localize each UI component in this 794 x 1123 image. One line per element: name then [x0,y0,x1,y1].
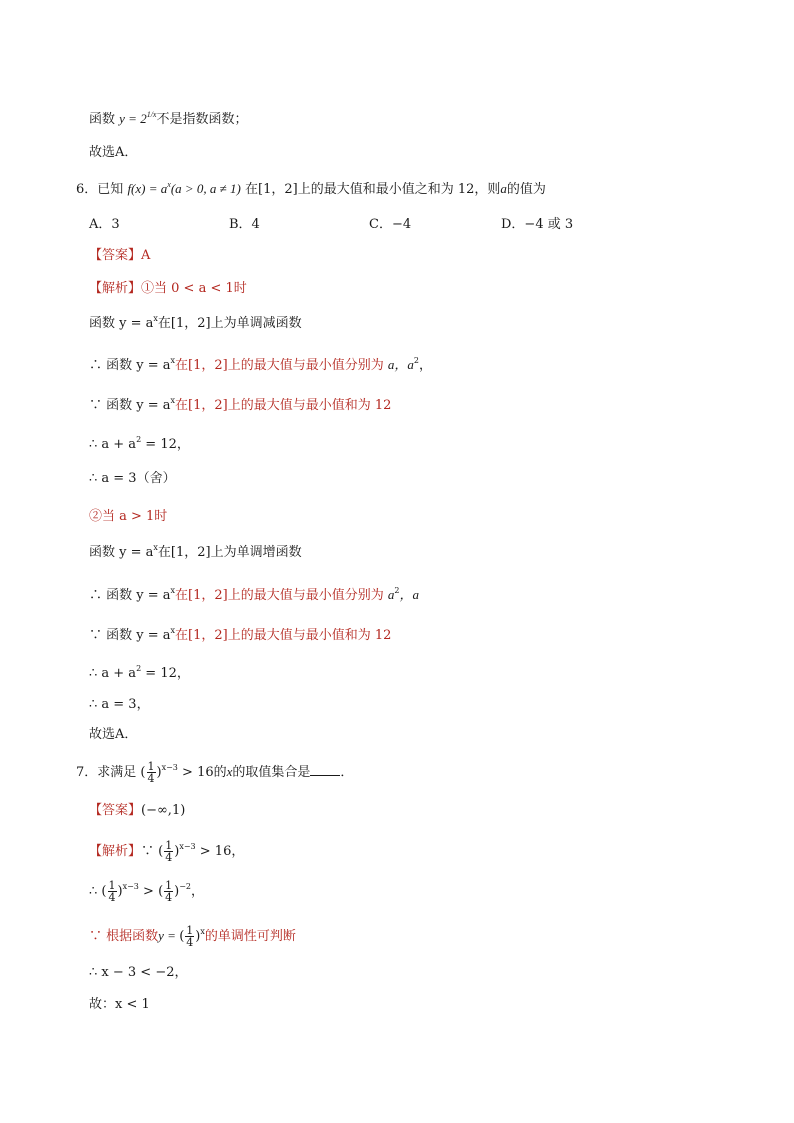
q6-line-6: 函数 $y = a^x$在[1，2]上为单调增函数 [89,543,302,560]
fraction-one-quarter: $\frac{1}{4}$ [186,924,194,949]
q7-stem: 7．求满足 ( $\frac{1}{4}$ )$^{x-3}$ > 16的x的取值集合是 ． [76,760,354,785]
q6-line-10: ∴ a = 3， [89,697,150,712]
q6-stem: 6．已知 $f(x) = a^x(a > 0$, a ≠ 1) 在[1，2]上的最大值和最小值之和为 12，则a的值为 [76,180,546,197]
fraction-one-quarter: $\frac{1}{4}$ [147,760,155,785]
math-fx: $f(x) = a^x(a > 0$, a ≠ 1) [127,180,241,196]
function-not-exponential-line [89,110,248,129]
choose-a-line-1: 故选A． [89,145,138,160]
fraction-one-quarter: $\frac{1}{4}$ [165,879,173,904]
fraction-one-quarter: $\frac{1}{4}$ [165,839,173,864]
q6-line-7: ∴ 函数 $y = a^x$在[1，2]上的最大值与最小值分别为 $a^2$，a [89,586,419,603]
q7-step-2: ∴ ( $\frac{1}{4}$ )$^{x-3}$ > ( $\frac{1}{4}$ )$^{-2}$， [89,879,205,904]
q7-step-1: 【解析】∵ ( $\frac{1}{4}$ )$^{x-3}$ > 16， [89,839,245,864]
answer-blank [310,763,340,776]
q7-step-5: 故：x < 1 [89,997,150,1012]
q6-line-3: ∵ 函数 $y = a^x$在[1，2]上的最大值与最小值和为 12 [89,396,392,413]
q6-line-2: ∴ 函数 $y = a^x$在[1，2]上的最大值与最小值分别为 a，$a^2$， [89,356,432,373]
q6-analysis-head: 【解析】①当 0 < a < 1时 [89,281,247,296]
q6-option-b: B．4 [229,217,260,232]
q6-line-1: 函数 $y = a^x$在[1，2]上为单调减函数 [89,314,302,331]
q6-case-2-head: ②当 a > 1时 [89,509,168,524]
q6-option-a: A．3 [89,217,120,232]
text: 函数 [89,112,116,127]
q7-step-4: ∴ x − 3 < −2， [89,965,188,980]
q6-line-8: ∵ 函数 $y = a^x$在[1，2]上的最大值与最小值和为 12 [89,626,392,643]
choose-a-line-2: 故选A． [89,727,138,742]
q6-answer: 【答案】A [89,248,151,263]
text: 不是指数函数； [156,112,248,127]
q7-answer: 【答案】(−∞,1) [89,803,186,818]
q6-line-9: ∴ $a + a^2 = 12$， [89,664,190,681]
fraction-one-quarter: $\frac{1}{4}$ [108,879,116,904]
q7-step-3: ∵ 根据函数y = ( $\frac{1}{4}$ )$^x$的单调性可判断 [89,924,296,949]
q6-line-4: ∴ $a + a^2 = 12$， [89,435,190,452]
math-y-2: $y = 2^{1/x}$ [119,110,157,126]
q6-line-5: ∴ a = 3（舍） [89,471,176,486]
q6-option-d: D．−4 或 3 [501,217,574,232]
q6-option-c: C．−4 [369,217,412,232]
